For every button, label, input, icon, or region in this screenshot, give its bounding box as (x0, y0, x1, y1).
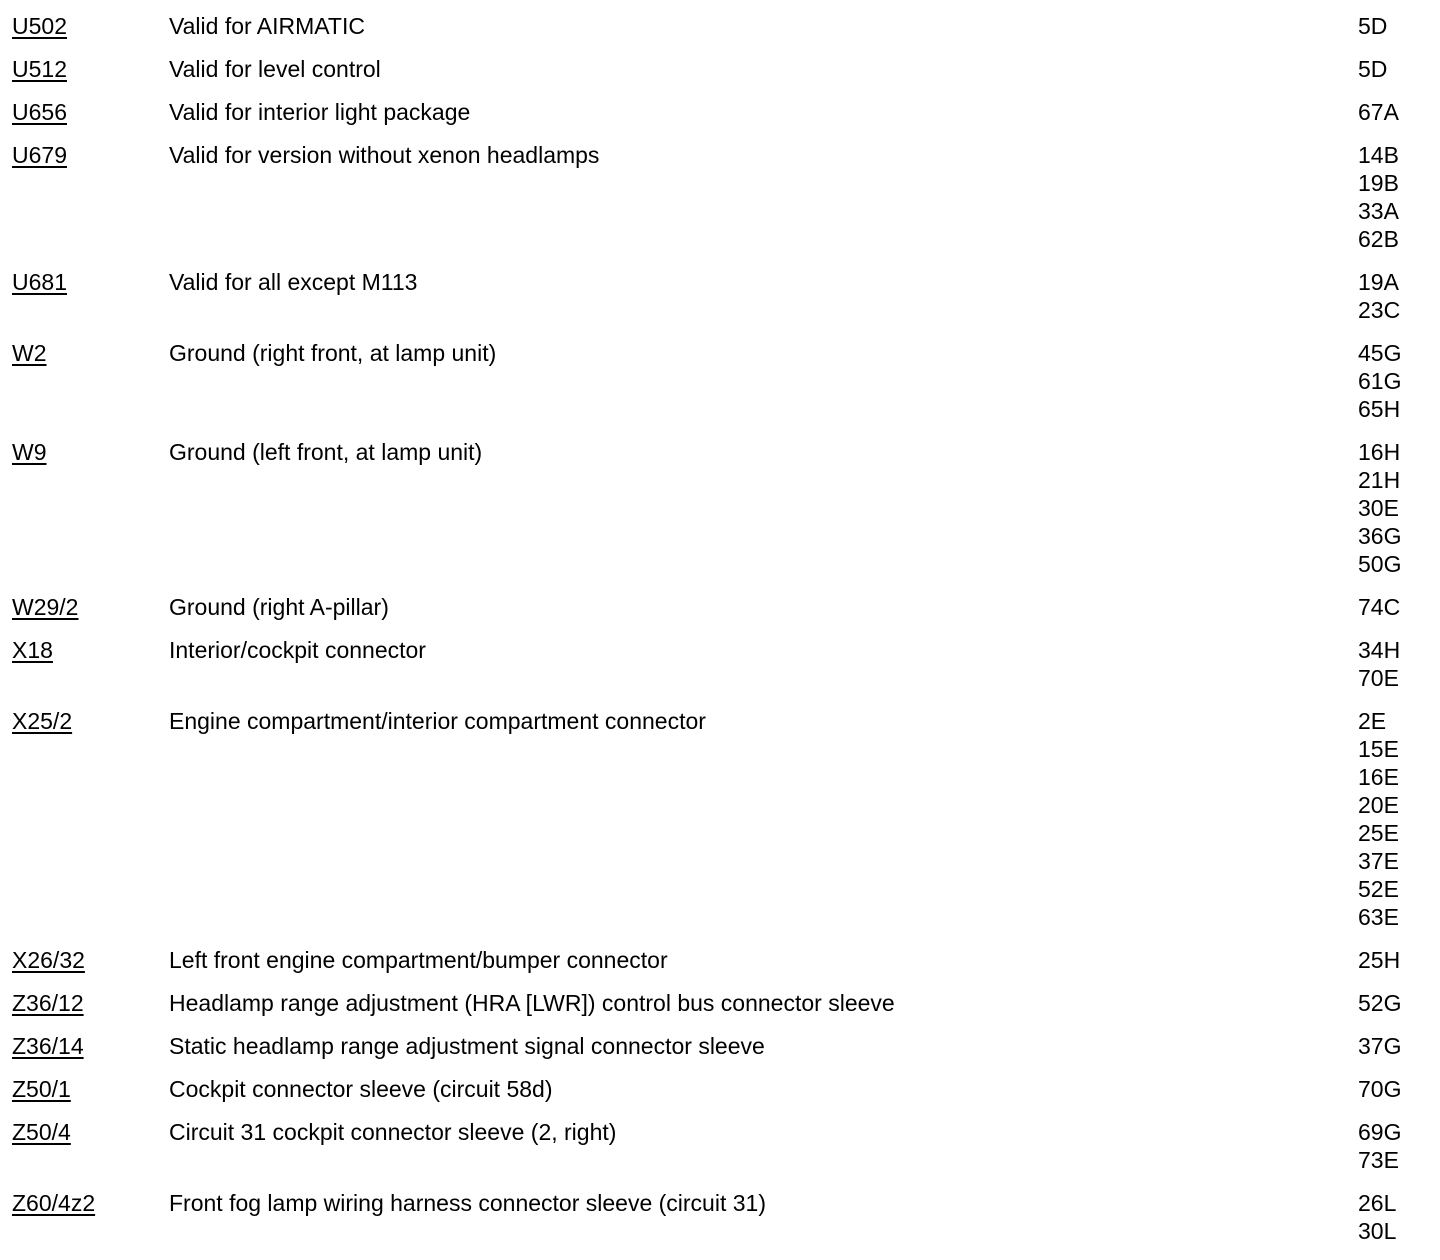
legend-row (0, 141, 1440, 253)
grid-reference: 15E (1358, 736, 1399, 762)
component-legend-list (0, 12, 1440, 1260)
component-code-link[interactable]: Z50/4 (12, 1119, 71, 1145)
grid-reference: 50G (1358, 551, 1402, 577)
legend-row (0, 339, 1440, 423)
component-description: Valid for version without xenon headlamps (169, 142, 600, 168)
grid-reference-list (1358, 593, 1400, 621)
grid-reference: 16H (1358, 439, 1401, 465)
component-code-link[interactable]: X26/32 (12, 947, 85, 973)
grid-reference: 19B (1358, 170, 1399, 196)
grid-reference: 5D (1358, 56, 1388, 82)
grid-reference: 21H (1358, 467, 1401, 493)
grid-reference: 52G (1358, 990, 1402, 1016)
component-code-link[interactable]: U679 (12, 142, 67, 168)
grid-reference-list (1358, 1032, 1401, 1060)
grid-reference: 37G (1358, 1033, 1402, 1059)
legend-row (0, 1032, 1440, 1060)
grid-reference-list (1358, 1118, 1401, 1174)
grid-reference: 70E (1358, 665, 1399, 691)
grid-reference: 16E (1358, 764, 1399, 790)
component-code-link[interactable]: W9 (12, 439, 47, 465)
component-description: Ground (right A-pillar) (169, 594, 389, 620)
legend-row (0, 946, 1440, 974)
component-code-link[interactable]: Z36/12 (12, 990, 84, 1016)
component-description: Cockpit connector sleeve (circuit 58d) (169, 1076, 553, 1102)
component-description: Ground (right front, at lamp unit) (169, 340, 497, 366)
grid-reference: 23C (1358, 297, 1401, 323)
grid-reference-list (1358, 707, 1399, 931)
grid-reference-list (1358, 1075, 1401, 1103)
grid-reference: 65H (1358, 396, 1401, 422)
component-description: Ground (left front, at lamp unit) (169, 439, 483, 465)
component-code-link[interactable]: W29/2 (12, 594, 79, 620)
grid-reference: 19A (1358, 269, 1399, 295)
component-description: Static headlamp range adjustment signal connector sleeve (169, 1033, 765, 1059)
grid-reference: 62B (1358, 226, 1399, 252)
legend-row (0, 593, 1440, 621)
component-code-link[interactable]: X18 (12, 637, 53, 663)
legend-row (0, 1075, 1440, 1103)
grid-reference-list (1358, 1189, 1396, 1245)
grid-reference: 30E (1358, 495, 1399, 521)
component-code-link[interactable]: Z36/14 (12, 1033, 84, 1059)
component-code-link[interactable]: X25/2 (12, 708, 73, 734)
component-description: Interior/cockpit connector (169, 637, 426, 663)
component-code-link[interactable]: U512 (12, 56, 67, 82)
grid-reference: 63E (1358, 904, 1399, 930)
grid-reference: 45G (1358, 340, 1402, 366)
grid-reference-list (1358, 98, 1399, 126)
component-code-link[interactable]: Z60/4z2 (12, 1190, 96, 1216)
grid-reference: 69G (1358, 1119, 1402, 1145)
grid-reference-list (1358, 946, 1400, 974)
grid-reference: 74C (1358, 594, 1401, 620)
grid-reference: 34H (1358, 637, 1401, 663)
grid-reference: 67A (1358, 99, 1399, 125)
component-description: Front fog lamp wiring harness connector sleeve (circuit 31) (169, 1190, 766, 1216)
grid-reference: 36G (1358, 523, 1402, 549)
legend-row (0, 636, 1440, 692)
grid-reference: 25H (1358, 947, 1401, 973)
legend-row (0, 989, 1440, 1017)
grid-reference-list (1358, 438, 1401, 578)
component-code-link[interactable]: U681 (12, 269, 67, 295)
grid-reference-list (1358, 141, 1399, 253)
component-code-link[interactable]: U502 (12, 13, 67, 39)
grid-reference: 30L (1358, 1218, 1397, 1244)
grid-reference: 5D (1358, 13, 1388, 39)
legend-row (0, 12, 1440, 40)
grid-reference-list (1358, 12, 1387, 40)
component-code-link[interactable]: W2 (12, 340, 47, 366)
grid-reference: 25E (1358, 820, 1399, 846)
legend-row (0, 1118, 1440, 1174)
grid-reference: 61G (1358, 368, 1402, 394)
legend-row (0, 438, 1440, 578)
grid-reference-list (1358, 989, 1401, 1017)
grid-reference: 2E (1358, 708, 1387, 734)
grid-reference: 20E (1358, 792, 1399, 818)
grid-reference: 37E (1358, 848, 1399, 874)
component-description: Engine compartment/interior compartment connector (169, 708, 706, 734)
component-description: Valid for all except M113 (169, 269, 418, 295)
grid-reference: 73E (1358, 1147, 1399, 1173)
grid-reference: 70G (1358, 1076, 1402, 1102)
grid-reference-list (1358, 636, 1400, 692)
grid-reference-list (1358, 339, 1401, 423)
component-description: Headlamp range adjustment (HRA [LWR]) control bus connector sleeve (169, 990, 895, 1016)
component-description: Valid for level control (169, 56, 381, 82)
legend-row (0, 707, 1440, 931)
component-description: Left front engine compartment/bumper connector (169, 947, 668, 973)
legend-row (0, 55, 1440, 83)
component-code-link[interactable]: U656 (12, 99, 67, 125)
legend-row (0, 268, 1440, 324)
component-description: Circuit 31 cockpit connector sleeve (2, right) (169, 1119, 617, 1145)
grid-reference-list (1358, 268, 1400, 324)
component-code-link[interactable]: Z50/1 (12, 1076, 71, 1102)
legend-row (0, 1189, 1440, 1245)
grid-reference: 33A (1358, 198, 1399, 224)
component-description: Valid for AIRMATIC (169, 13, 365, 39)
component-description: Valid for interior light package (169, 99, 471, 125)
grid-reference-list (1358, 55, 1387, 83)
grid-reference: 26L (1358, 1190, 1397, 1216)
legend-row (0, 98, 1440, 126)
grid-reference: 52E (1358, 876, 1399, 902)
grid-reference: 14B (1358, 142, 1399, 168)
